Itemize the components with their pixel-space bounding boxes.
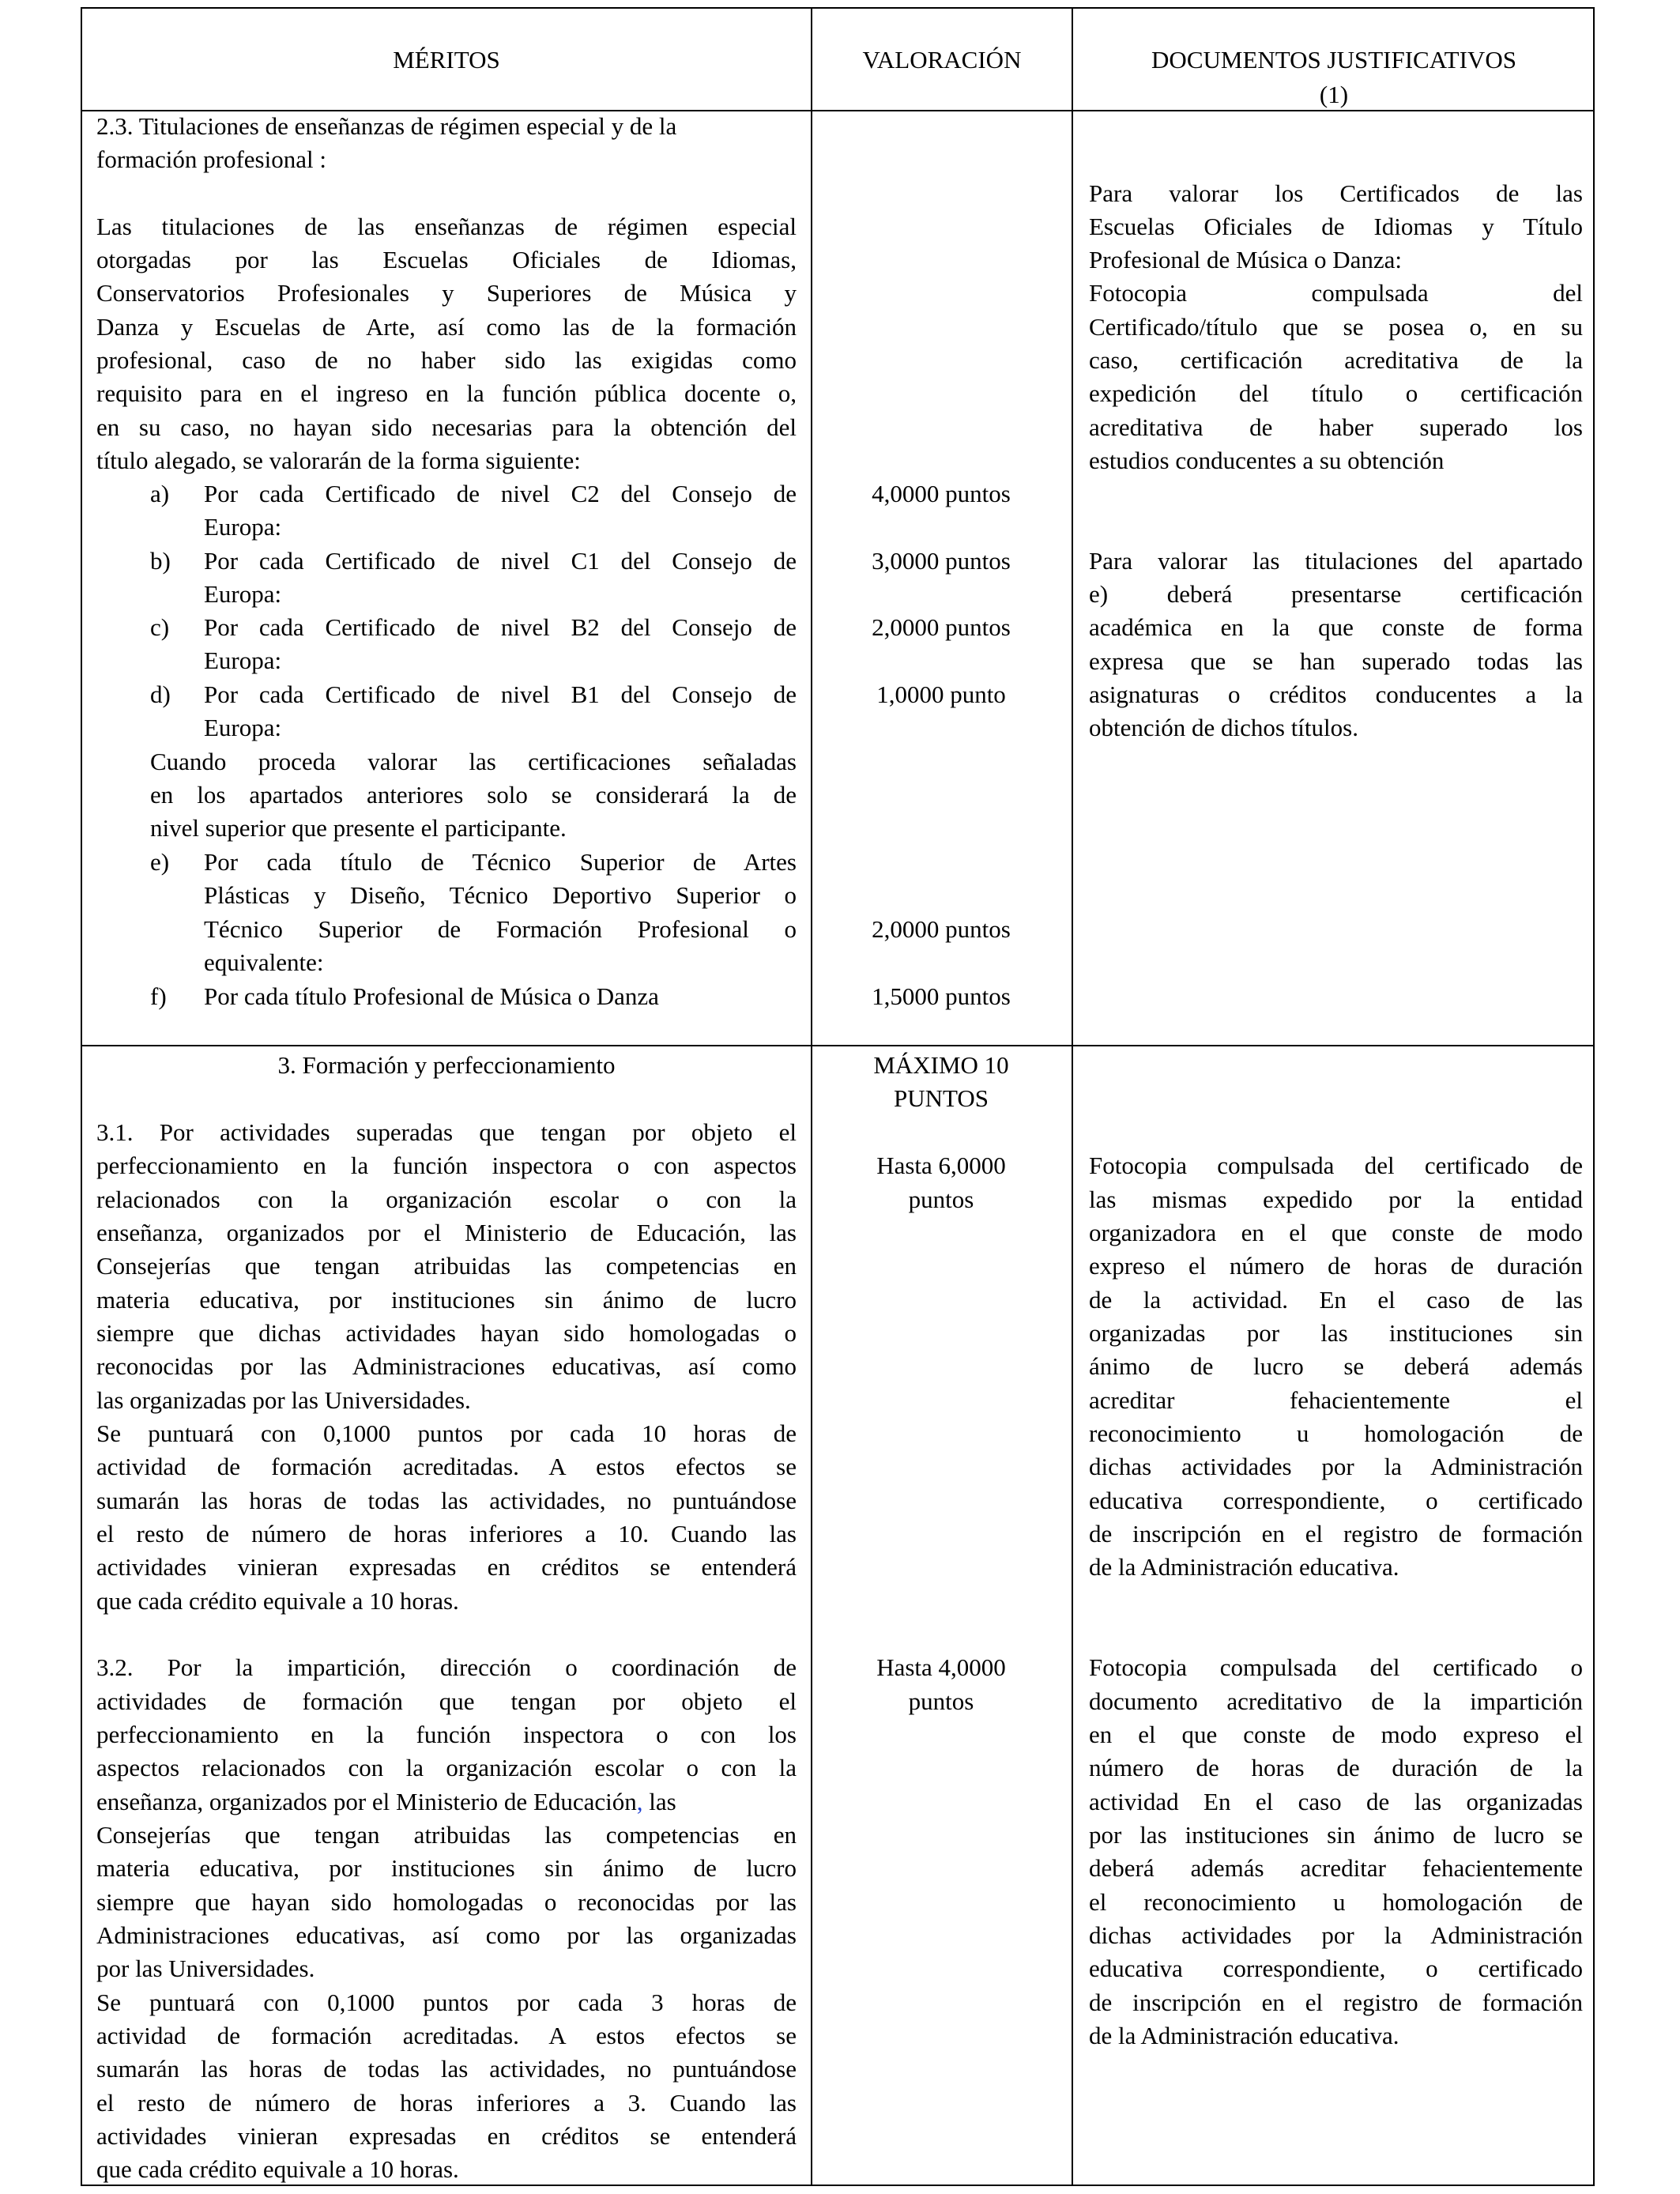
s32-line: Administraciones educativas, así como por las organizadas — [96, 1921, 797, 1949]
s32-line-comma: , — [636, 1788, 643, 1815]
doc-line: de inscripción en el registro de formación — [1089, 1520, 1583, 1547]
s32-line: materia educativa, por instituciones sin ánimo de lucro — [96, 1854, 797, 1882]
list-text: equivalente: — [204, 948, 324, 976]
intro-line: Danza y Escuelas de Arte, así como las de la formación — [96, 313, 797, 341]
list-label: d) — [150, 680, 171, 708]
list-text: Técnico Superior de Formación Profesional o — [204, 914, 797, 943]
doc-line: educativa correspondiente, o certificado — [1089, 1955, 1583, 1982]
doc-line: actividad En el caso de las organizadas — [1089, 1788, 1583, 1815]
s32-line-text: enseñanza, organizados por el Ministerio de Educación — [96, 1788, 637, 1815]
s31-line: el resto de número de horas inferiores a 10. Cuando las — [96, 1520, 797, 1547]
value-e: 2,0000 puntos — [872, 915, 1011, 943]
column-divider-2 — [1072, 9, 1073, 2185]
doc-line: expreso el número de horas de duración — [1089, 1252, 1583, 1280]
list-text: Por cada Certificado de nivel C2 del Consejo de — [204, 480, 797, 507]
doc-line: deberá además acreditar fehacientemente — [1089, 1854, 1583, 1882]
doc-line: dichas actividades por la Administración — [1089, 1921, 1583, 1949]
s32-line: actividades de formación que tengan por objeto el — [96, 1687, 797, 1715]
doc-line: número de horas de duración de la — [1089, 1754, 1583, 1781]
doc-line: Fotocopia compulsada del certificado de — [1089, 1152, 1583, 1179]
list-item-c — [150, 611, 797, 678]
s32-line: perfeccionamiento en la función inspectora o con los — [96, 1721, 797, 1748]
s31-line: actividad de formación acreditadas. A estos efectos se — [96, 1453, 797, 1480]
doc-line: Escuelas Oficiales de Idiomas y Título — [1089, 213, 1583, 240]
value-b: 3,0000 puntos — [872, 547, 1011, 575]
list-item-a — [150, 477, 797, 545]
doc-line: expedición del título o certificación — [1089, 379, 1583, 407]
s32-line: sumarán las horas de todas las actividades, no puntuándose — [96, 2055, 797, 2083]
list-label: a) — [150, 480, 170, 507]
section-3-max-l2: PUNTOS — [893, 1084, 989, 1112]
doc-line: expresa que se han superado todas las — [1089, 647, 1583, 675]
section-divider — [82, 1045, 1593, 1046]
s31-line: reconocidas por las Administraciones educativas, así como — [96, 1352, 797, 1380]
doc-line: reconocimiento u homologación de — [1089, 1419, 1583, 1447]
s32-line: siempre que hayan sido homologadas o reconocidas por las — [96, 1888, 797, 1916]
s31-line: las organizadas por las Universidades. — [96, 1386, 471, 1414]
s32-line: aspectos relacionados con la organización escolar o con la — [96, 1754, 797, 1781]
doc-line: obtención de dichos títulos. — [1089, 714, 1358, 741]
s31-line: sumarán las horas de todas las actividades, no puntuándose — [96, 1487, 797, 1514]
s31-line: perfeccionamiento en la función inspectora o con aspectos — [96, 1152, 797, 1179]
intro-line: título alegado, se valorarán de la forma siguiente: — [96, 447, 581, 474]
doc-line: por las instituciones sin ánimo de lucro se — [1089, 1821, 1583, 1849]
header-documentos: DOCUMENTOS JUSTIFICATIVOS — [1151, 46, 1516, 74]
doc-line: de inscripción en el registro de formación — [1089, 1989, 1583, 2016]
list-item-f — [150, 980, 797, 1014]
section-3-max-l1: MÁXIMO 10 — [873, 1051, 1009, 1079]
list-text: Por cada título Profesional de Música o Danza — [204, 982, 659, 1010]
s31-line: actividades vinieran expresadas en créditos se entenderá — [96, 1553, 797, 1581]
column-divider-1 — [811, 9, 812, 2185]
s32-line: Consejerías que tengan atribuidas las competencias en — [96, 1821, 797, 1849]
list-text: Por cada Certificado de nivel C1 del Consejo de — [204, 547, 797, 575]
intro-line: Las titulaciones de las enseñanzas de régimen especial — [96, 213, 797, 240]
doc-line: en el que conste de modo expreso el — [1089, 1721, 1583, 1748]
s31-line: materia educativa, por instituciones sin ánimo de lucro — [96, 1286, 797, 1314]
s32-value-l2: puntos — [908, 1687, 974, 1715]
s31-value-l2: puntos — [908, 1186, 974, 1213]
value-c: 2,0000 puntos — [872, 613, 1011, 641]
list-label: f) — [150, 982, 167, 1010]
list-text: Europa: — [204, 513, 282, 541]
value-d: 1,0000 punto — [876, 680, 1006, 708]
doc-line: las mismas expedido por la entidad — [1089, 1186, 1583, 1213]
doc-line: e) deberá presentarse certificación — [1089, 580, 1583, 608]
doc-line: documento acreditativo de la impartición — [1089, 1687, 1583, 1715]
s31-line: siempre que dichas actividades hayan sido homologadas o — [96, 1319, 797, 1347]
s31-line: 3.1. Por actividades superadas que tengan por objeto el — [96, 1118, 797, 1146]
header-documentos-note: (1) — [1319, 81, 1349, 108]
doc-line: Fotocopia compulsada del — [1089, 279, 1583, 307]
s32-line: el resto de número de horas inferiores a 3. Cuando las — [96, 2089, 797, 2117]
section-2-3-title-l1: 2.3. Titulaciones de enseñanzas de régimen especial y de la — [96, 112, 677, 140]
doc-line: de la actividad. En el caso de las — [1089, 1286, 1583, 1314]
doc-line: Para valorar las titulaciones del apartado — [1089, 547, 1583, 575]
doc-line: ánimo de lucro se deberá además — [1089, 1352, 1583, 1380]
list-text: Por cada Certificado de nivel B2 del Consejo de — [204, 613, 797, 641]
list-text: Europa: — [204, 580, 282, 609]
doc-line: dichas actividades por la Administración — [1089, 1453, 1583, 1480]
s32-line-rest: las — [642, 1788, 676, 1815]
doc-line: estudios conducentes a su obtención — [1089, 447, 1445, 474]
intro-line: Conservatorios Profesionales y Superiores de Música y — [96, 279, 797, 307]
list-label: c) — [150, 613, 170, 641]
doc-line: Certificado/título que se posea o, en su — [1089, 313, 1583, 341]
s32-line: Se puntuará con 0,1000 puntos por cada 3 horas de — [96, 1989, 797, 2016]
doc-line: asignaturas o créditos conducentes a la — [1089, 680, 1583, 708]
doc-line: de la Administración educativa. — [1089, 1553, 1399, 1581]
value-f: 1,5000 puntos — [872, 982, 1011, 1010]
list-item-b — [150, 545, 797, 612]
doc-line: Fotocopia compulsada del certificado o — [1089, 1653, 1583, 1681]
s32-line — [96, 1785, 797, 1819]
s32-value-l1: Hasta 4,0000 — [876, 1653, 1006, 1681]
section-2-3-title-l2: formación profesional : — [96, 145, 326, 173]
s31-value-l1: Hasta 6,0000 — [876, 1152, 1006, 1179]
list-text: Por cada título de Técnico Superior de Artes — [204, 848, 797, 876]
doc-line: de la Administración educativa. — [1089, 2022, 1399, 2049]
list-text: Por cada Certificado de nivel B1 del Consejo de — [204, 680, 797, 708]
doc-line: Profesional de Música o Danza: — [1089, 246, 1402, 273]
list-text: Plásticas y Diseño, Técnico Deportivo Superior o — [204, 881, 797, 910]
intro-line: requisito para en el ingreso en la función pública docente o, — [96, 379, 797, 407]
value-a: 4,0000 puntos — [872, 480, 1011, 507]
s32-line: por las Universidades. — [96, 1955, 315, 1982]
section-3-title: 3. Formación y perfeccionamiento — [277, 1051, 616, 1079]
s31-line: enseñanza, organizados por el Ministerio de Educación, las — [96, 1219, 797, 1246]
doc-line: Para valorar los Certificados de las — [1089, 179, 1583, 207]
s32-line: actividades vinieran expresadas en créditos se entenderá — [96, 2122, 797, 2150]
header-valoracion: VALORACIÓN — [862, 46, 1022, 74]
list-text: Europa: — [204, 647, 282, 675]
s32-line: que cada crédito equivale a 10 horas. — [96, 2155, 459, 2183]
note-line: nivel superior que presente el participante. — [150, 814, 567, 842]
list-label: e) — [150, 848, 170, 876]
note-line: en los apartados anteriores solo se considerará la de — [150, 781, 797, 809]
s31-line: relacionados con la organización escolar o con la — [96, 1186, 797, 1213]
doc-line: acreditar fehacientemente el — [1089, 1386, 1583, 1414]
list-text: Europa: — [204, 714, 282, 742]
list-item-d — [150, 678, 797, 745]
doc-line: académica en la que conste de forma — [1089, 613, 1583, 641]
s31-line: Se puntuará con 0,1000 puntos por cada 10 horas de — [96, 1419, 797, 1447]
doc-line: caso, certificación acreditativa de la — [1089, 346, 1583, 374]
list-label: b) — [150, 547, 171, 575]
doc-line: organizadas por las instituciones sin — [1089, 1319, 1583, 1347]
note-line: Cuando proceda valorar las certificaciones señaladas — [150, 748, 797, 775]
intro-line: profesional, caso de no haber sido las exigidas como — [96, 346, 797, 374]
doc-line: acreditativa de haber superado los — [1089, 413, 1583, 441]
header-meritos: MÉRITOS — [393, 46, 500, 74]
doc-line: organizadora en el que conste de modo — [1089, 1219, 1583, 1246]
s32-line: actividad de formación acreditadas. A estos efectos se — [96, 2022, 797, 2049]
list-item-e — [150, 846, 797, 980]
s32-line: 3.2. Por la impartición, dirección o coordinación de — [96, 1653, 797, 1681]
doc-line: educativa correspondiente, o certificado — [1089, 1487, 1583, 1514]
s31-line: Consejerías que tengan atribuidas las competencias en — [96, 1252, 797, 1280]
s31-line: que cada crédito equivale a 10 horas. — [96, 1587, 459, 1615]
intro-line: en su caso, no hayan sido necesarias para la obtención del — [96, 413, 797, 441]
intro-line: otorgadas por las Escuelas Oficiales de Idiomas, — [96, 246, 797, 273]
doc-line: el reconocimiento u homologación de — [1089, 1888, 1583, 1916]
